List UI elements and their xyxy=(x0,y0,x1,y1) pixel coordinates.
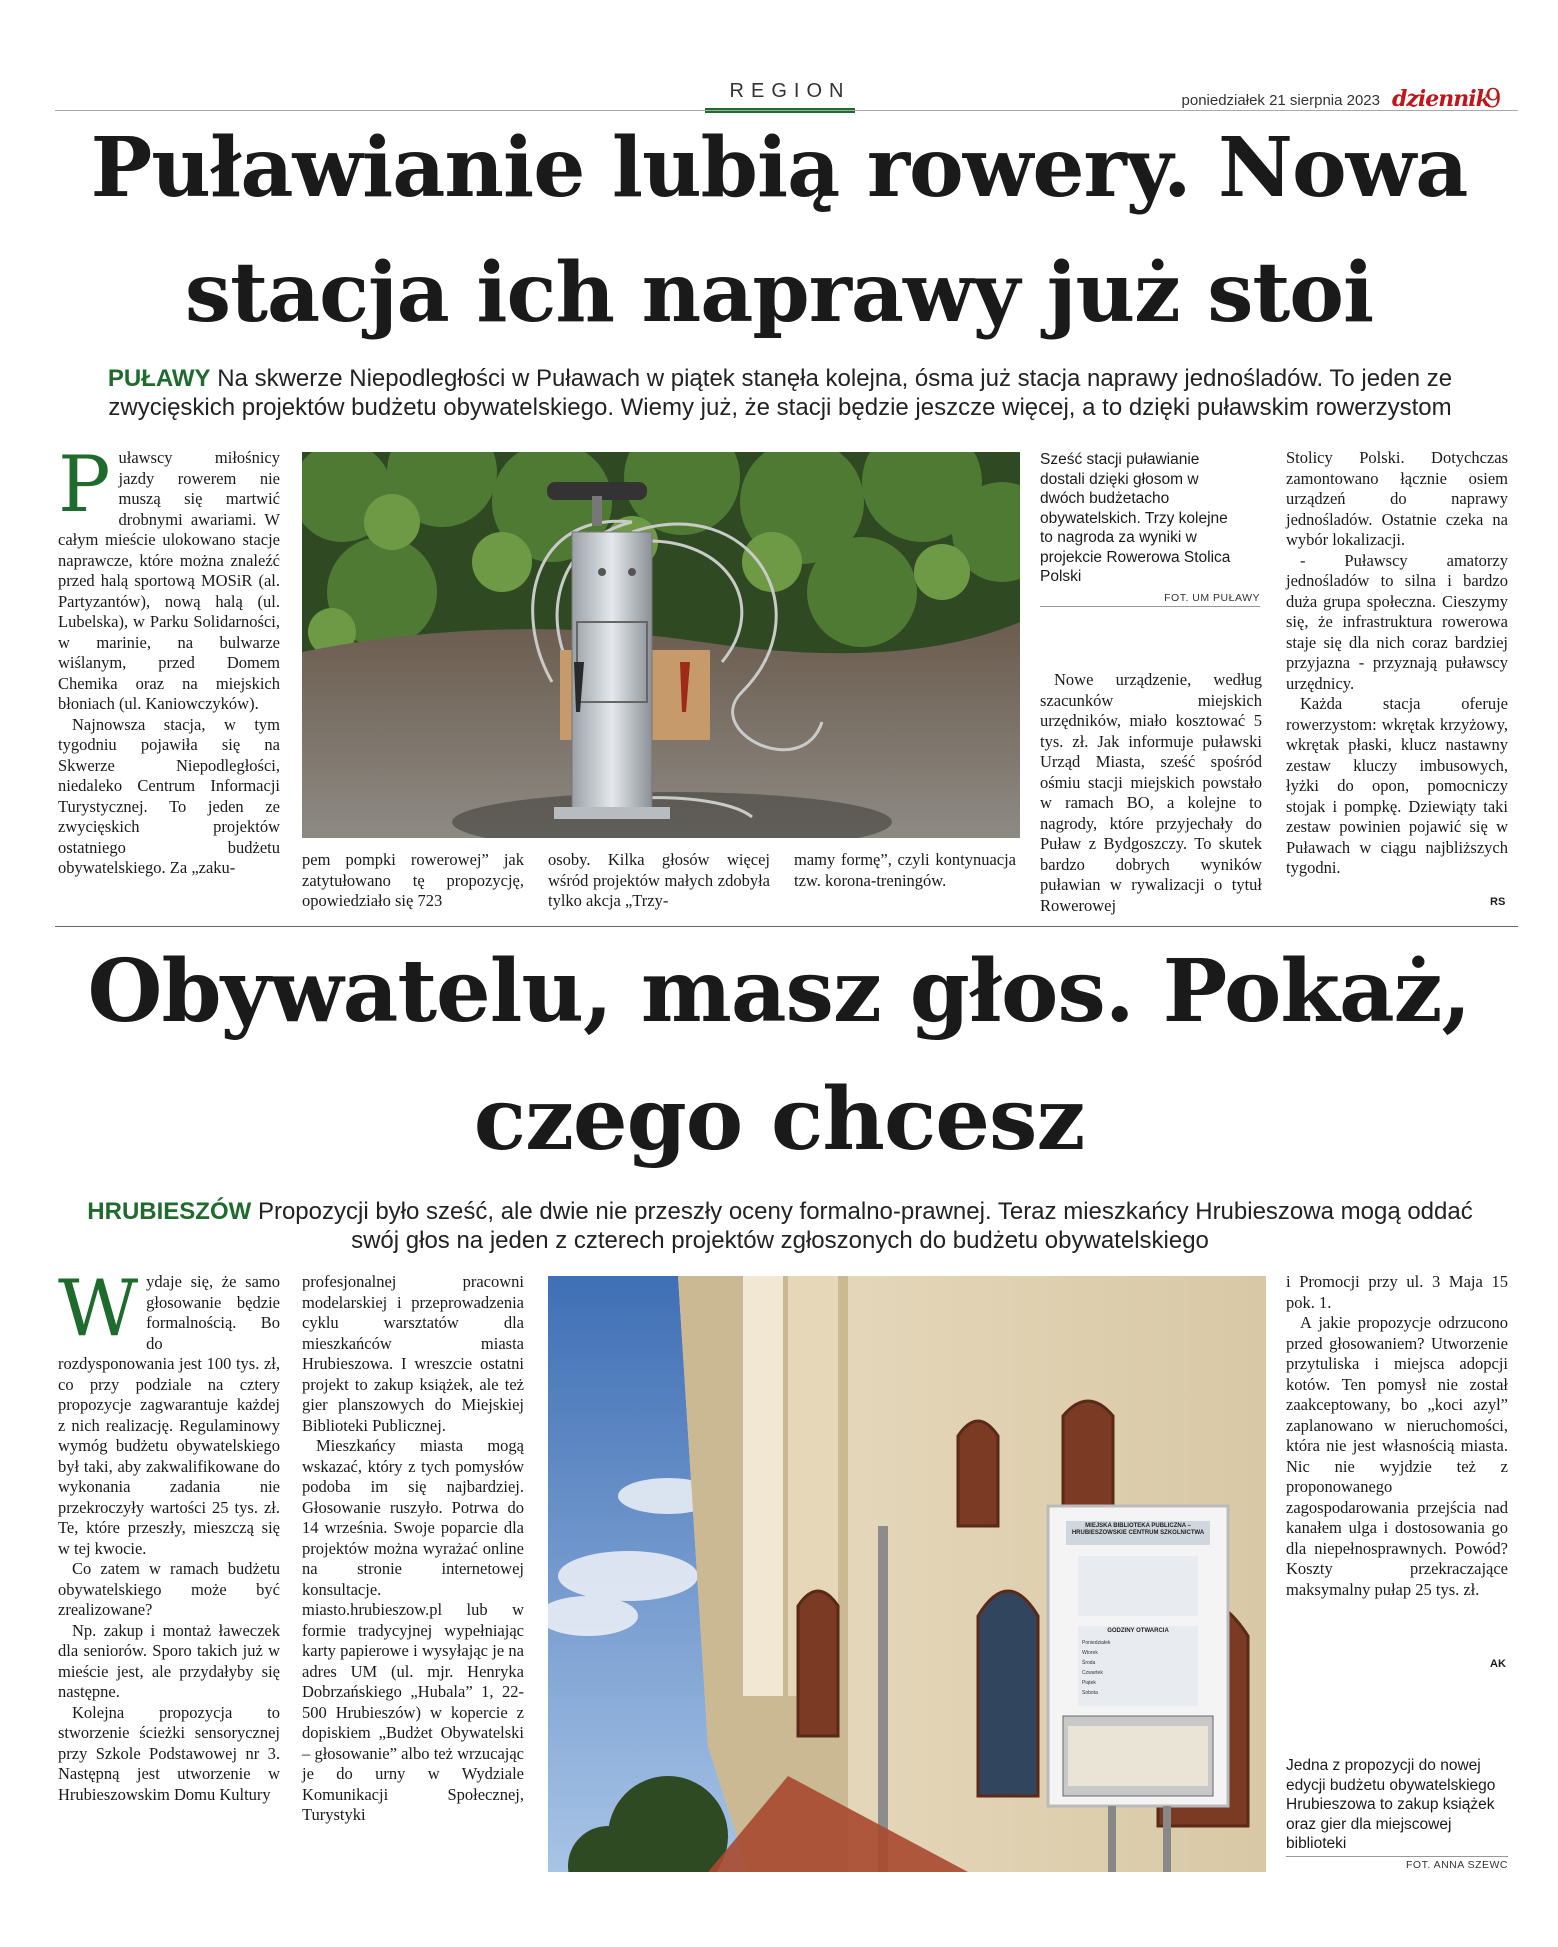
library-sign-day: Czwartek xyxy=(1082,1670,1103,1676)
article1-headline-line2: stacja ich naprawy już stoi xyxy=(184,245,1374,341)
library-building-illustration xyxy=(548,1276,1266,1872)
section-label: REGION xyxy=(729,80,851,102)
article1-col6-paragraph: - Puławscy amatorzy jednośladów to silna i bardzo duża grupa społeczna. Cieszymy się, że infrastruktura rowerowa staje się dla nich coraz bardziej przyjazna - przyznają puławscy urzędnicy. xyxy=(1286,550,1508,693)
bike-repair-station-illustration xyxy=(302,452,1020,838)
article1-col1-paragraph: uławscy miłośnicy jazdy rowerem nie muszą się martwić drobnymi awariami. W całym mieście ulokowano stacje naprawcze, które można znaleźć przed halą sportową MOSiR (al. Partyzantów), nową halą (ul. Lubelska), w Parku Solidarności, w marinie, na bulwarze wiślanym, przed Domem Chemika oraz na miejskich błoniach (ul. Kaniowczyków). xyxy=(58,448,280,713)
article1-column-1 xyxy=(58,440,280,879)
library-sign-day: Wtorek xyxy=(1082,1650,1098,1656)
library-sign-day: Środa xyxy=(1082,1660,1096,1666)
article1-photo-credit: FOT. UM PUŁAWY xyxy=(1040,592,1260,607)
article1-dropcap: P xyxy=(58,440,111,530)
article2-lead xyxy=(60,1197,1500,1255)
article1-col2-paragraph: pem pompki rowerowej” jak zatytułowano tę propozycję, opowiedziało się 723 xyxy=(302,850,524,910)
issue-date: poniedziałek 21 sierpnia 2023 xyxy=(1181,92,1380,109)
article2-col2-paragraph: Mieszkańcy miasta mogą wskazać, który z tych pomysłów podoba im się najbardziej. Głosowanie ruszyło. Potrwa do 14 września. Swoje poparcie dla projektów można wyrażać online na stronie internetowej konsultacje. miasto.hrubieszow.pl lub w formie tradycyjnej wypełniając karty papierowe i wysyłając je na adres UM (ul. mjr. Henryka Dobrzańskiego „Hubala” 1, 22-500 Hrubieszów) w kopercie z dopiskiem „Budżet Obywatelski – głosowanie” albo też wrzucając je do urny w Wydziale Komunikacji Społecznej, Turystyki xyxy=(302,1436,524,1824)
article2-author-signature: AK xyxy=(1490,1658,1506,1670)
bike-repair-station-photo xyxy=(302,452,1020,838)
article1-location: PUŁAWY xyxy=(107,365,211,392)
article2-lead-text: Propozycji było sześć, ale dwie nie przeszły oceny formalno-prawnej. Teraz mieszkańcy Hrubieszowa mogą oddać swój głos na jeden z czterech projektów zgłoszonych do budżetu obywatelskiego xyxy=(257,1198,1473,1254)
article1-photo-caption: Sześć stacji puławianie dostali dzięki głosom w dwóch budżetacho obywatelskich. Trzy kolejne to nagroda za wyniki w projekcie Rowerowa Stolica Polski xyxy=(1040,451,1231,585)
library-sign-days xyxy=(1082,1638,1194,1698)
library-sign-hours-title: GODZINY OTWARCIA xyxy=(1107,1628,1169,1634)
article1-col6-paragraph: Stolicy Polski. Dotychczas zamontowano łącznie osiem urządzeń do naprawy jednośladów. Ostatnie czeka na wybór lokalizacji. xyxy=(1286,448,1508,549)
article1-column-2 xyxy=(302,850,524,912)
article1-column-6 xyxy=(1286,448,1508,879)
article2-col3-paragraph: i Promocji przy ul. 3 Maja 15 pok. 1. xyxy=(1286,1272,1508,1312)
article1-col6-paragraph: Każda stacja oferuje rowerzystom: wkrętak krzyżowy, wkrętak płaski, klucz nastawny zestaw kluczy imbusowych, łyżki do opon, pomocniczy stojak i pompkę. Dziewiąty taki zestaw powinien pojawić się w Puławach w ciągu najbliższych tygodni. xyxy=(1286,694,1508,877)
article2-col3-paragraph: A jakie propozycje odrzucono przed głosowaniem? Utworzenie przytuliska i miejsca adopcji kotów. Ten pomysł nie został zaakceptowany, bo „koci azyl” zaplanowano w nieruchomości, która nie jest własnością miasta. Nic nie wyjdzie też z proponowanego zagospodarowania przejścia nad kanałem ulga i dostosowania go dla niepełnosprawnych. Powód? Koszty przekraczające maksymalny pułap 25 tys. zł. xyxy=(1286,1313,1508,1599)
article2-photo-credit: FOT. ANNA SZEWC xyxy=(1286,1856,1508,1871)
article1-column-5 xyxy=(1040,670,1262,916)
article2-col1-paragraph: ydaje się, że samo głosowanie będzie formalnością. Bo do rozdysponowania jest 100 tys. zł, co przy podziale na cztery propozycje zagwarantuje każdej z nich realizację. Regulaminowy wymóg budżetu obywatelskiego był taki, aby zakwalifikowane do wykonania zadania nie przekroczyły wartości 25 tys. zł. Te, które przeszły, mieszczą się w tej kwocie. xyxy=(58,1272,280,1558)
article2-column-2 xyxy=(302,1272,524,1826)
article2-photo-caption: Jedna z propozycji do nowej edycji budżetu obywatelskiego Hrubieszowa to zakup książek oraz gier dla miejscowej biblioteki xyxy=(1286,1757,1496,1852)
article1-lead xyxy=(60,364,1500,422)
article1-headline-line1: Puławianie lubią rowery. Nowa xyxy=(90,120,1468,216)
article2-headline-line2: czego chcesz xyxy=(473,1069,1085,1170)
article1-col4-paragraph: mamy formę”, czyli kontynuacja tzw. korona-treningów. xyxy=(794,850,1016,890)
article-divider xyxy=(55,926,1518,927)
article1-column-4 xyxy=(794,850,1016,891)
page-number: 9 xyxy=(1485,84,1502,114)
article2-col2-paragraph: profesjonalnej pracowni modelarskiej i przeprowadzenia cyklu warsztatów dla mieszkańców miasta Hrubieszowa. I wreszcie ostatni projekt to zakup książek, ale też gier planszowych do Miejskiej Biblioteki Publicznej. xyxy=(302,1272,524,1435)
library-sign-day: Sobota xyxy=(1082,1690,1098,1696)
library-sign-title: MIEJSKA BIBLIOTEKA PUBLICZNA – HRUBIESZOWSKIE CENTRUM SZKOLNICTWA xyxy=(1071,1523,1205,1536)
article2-column-1 xyxy=(58,1264,280,1805)
article1-col5-paragraph: Nowe urządzenie, według szacunków miejskich urzędników, miało kosztować 5 tys. zł. Jak informuje puławski Urząd Miasta, sześć spośród ośmiu stacji miejskich powstało w ramach BO, a kolejne to nagrody, które przyjechały do Puław z Bydgoszczy. To skutek bardzo dobrych wyników puławian w rywalizacji o tytuł Rowerowej xyxy=(1040,670,1262,915)
article2-location: HRUBIESZÓW xyxy=(87,1198,252,1225)
article2-col1-paragraph: Kolejna propozycja to stworzenie ścieżki sensorycznej przy Szkole Podstawowej nr 3. Następną jest utworzenie w Hrubieszowskim Domu Kultury xyxy=(58,1702,280,1804)
article1-lead-text: Na skwerze Niepodległości w Puławach w piątek stanęła kolejna, ósma już stacja naprawy jednośladów. To jeden ze zwycięskich projektów budżetu obywatelskiego. Wiemy już, że stacji będzie jeszcze więcej, a to dzięki puławskim rowerzystom xyxy=(108,365,1453,421)
article1-col1-paragraph: Najnowsza stacja, w tym tygodniu pojawiła się na Skwerze Niepodległości, niedaleko Centrum Informacji Turystycznej. To jeden ze zwycięskich projektów ostatniego budżetu obywatelskiego. Za „zaku- xyxy=(58,714,280,877)
header-rule xyxy=(55,110,1518,111)
library-sign-day: Poniedziałek xyxy=(1082,1640,1111,1646)
article2-headline-line1: Obywatelu, masz głos. Pokaż, xyxy=(87,941,1471,1042)
article2-col1-paragraph: Co zatem w ramach budżetu obywatelskiego może być zrealizowane? xyxy=(58,1559,280,1619)
newspaper-logo: dziennik xyxy=(1392,86,1490,112)
article2-dropcap: W xyxy=(58,1264,139,1354)
article1-column-3 xyxy=(548,850,770,912)
library-building-photo xyxy=(548,1276,1266,1872)
library-sign-day: Piątek xyxy=(1082,1680,1096,1686)
article2-column-3 xyxy=(1286,1272,1508,1600)
article1-col3-paragraph: osoby. Kilka głosów więcej wśród projektów małych zdobyła tylko akcja „Trzy- xyxy=(548,850,770,910)
article2-col1-paragraph: Np. zakup i montaż ławeczek dla seniorów. Sporo takich już w mieście jest, ale przydałyby się następne. xyxy=(58,1620,280,1701)
article1-author-signature: RS xyxy=(1490,896,1506,908)
